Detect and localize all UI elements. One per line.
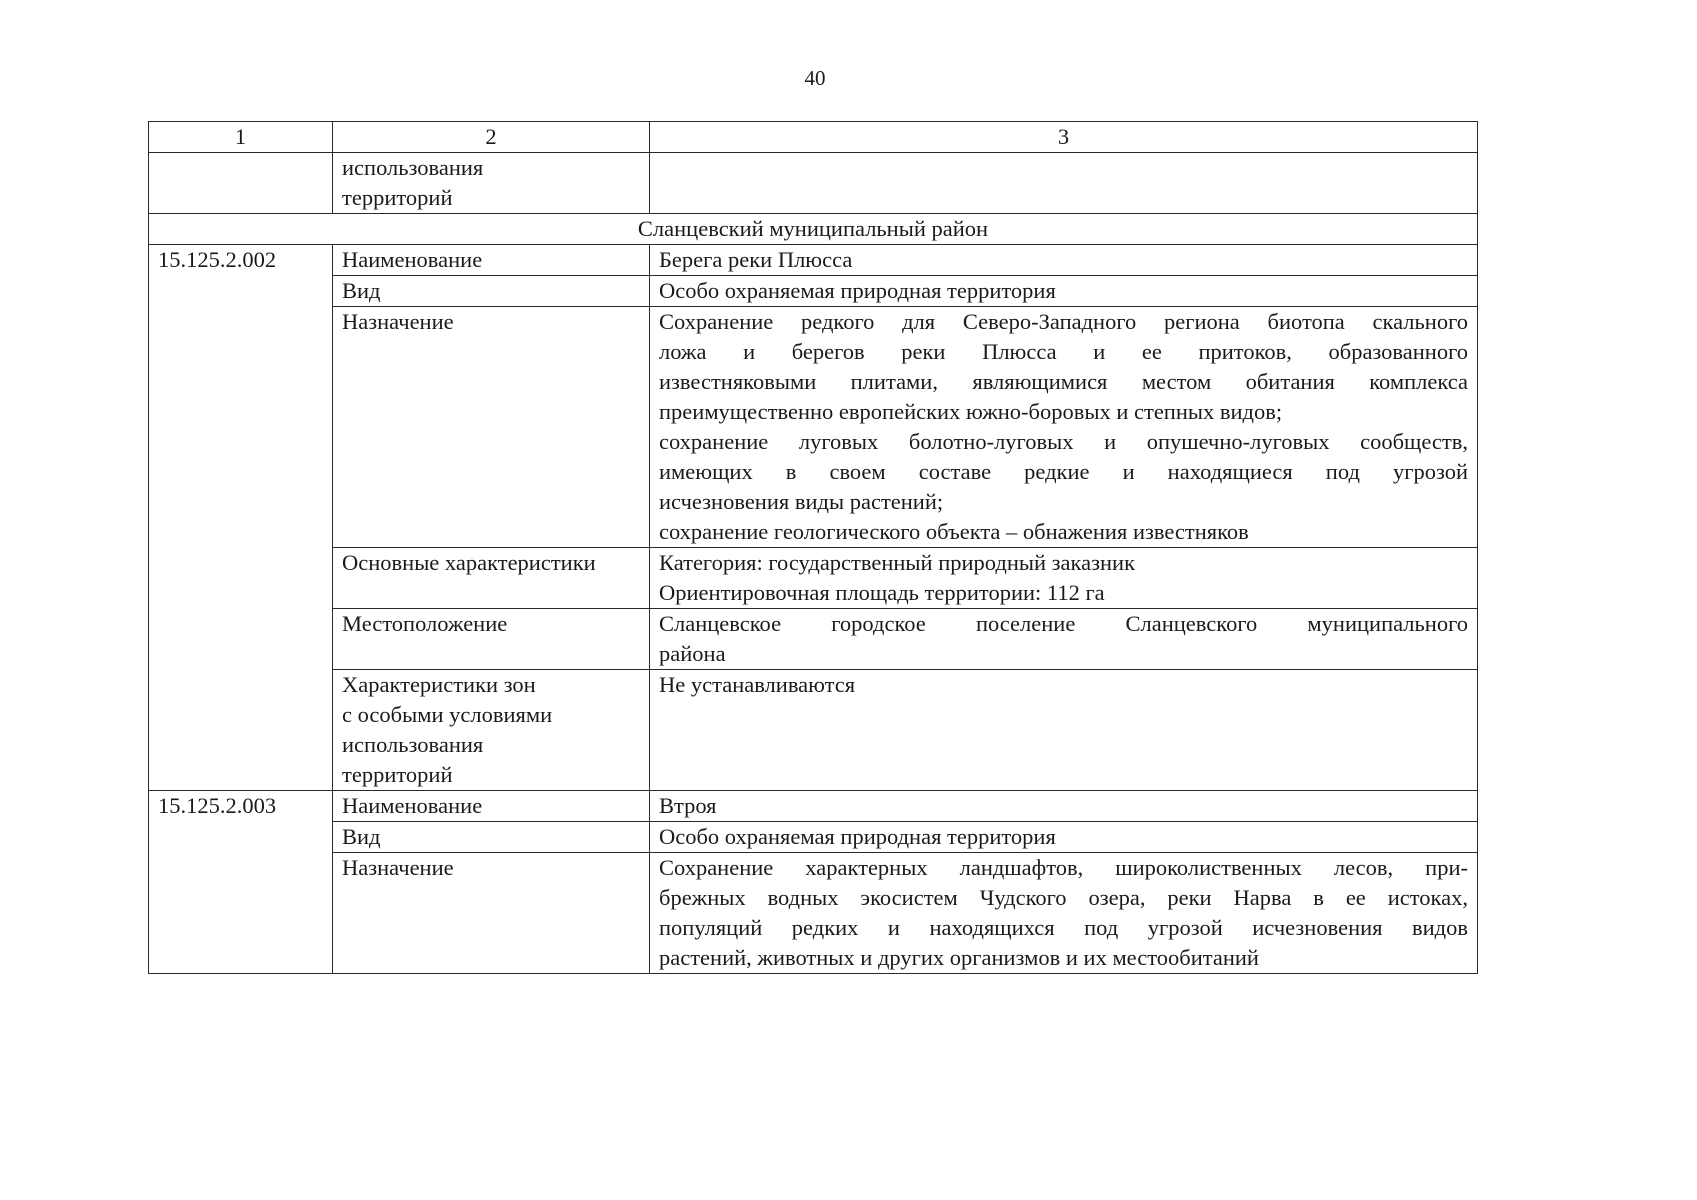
row-label [333,670,650,791]
table-row [149,276,1478,307]
column-header-1: 1 [149,122,333,153]
table-header-row [149,122,1478,153]
row-value: Особо охраняемая природная территория [650,276,1478,307]
column-header-3: 3 [650,122,1478,153]
continuation-label-line: территорий [342,185,453,210]
section-title: Сланцевский муниципальный район [149,214,1478,245]
value-line: Категория: государственный природный заказник [659,550,1136,575]
value-line: имеющих в своем составе редкие и находящиеся под угрозой [659,459,1468,484]
row-value: Втроя [650,791,1478,822]
value-line: преимущественно европейских южно-боровых и степных видов; [659,399,1283,424]
object-code: 15.125.2.003 [149,791,333,974]
row-value: Не устанавливаются [650,670,1478,791]
label-line: использования [342,732,484,757]
value-line: Сохранение редкого для Северо-Западного региона биотопа скального [659,309,1468,334]
table-row [149,548,1478,609]
object-code: 15.125.2.002 [149,245,333,791]
row-value [650,609,1478,670]
continuation-code-cell [149,153,333,214]
value-line: Сохранение характерных ландшафтов, широколиственных лесов, при- [659,855,1468,880]
value-line: популяций редких и находящихся под угрозой исчезновения видов [659,915,1468,940]
value-line: исчезновения виды растений; [659,489,944,514]
value-line: брежных водных экосистем Чудского озера, реки Нарва в ее истоках, [659,885,1468,910]
value-line: ложа и берегов реки Плюсса и ее притоков, образованного [659,339,1468,364]
continuation-row [149,153,1478,214]
row-value [650,307,1478,548]
row-label: Наименование [333,791,650,822]
value-line: растений, животных и других организмов и их местообитаний [659,945,1259,970]
row-value: Берега реки Плюсса [650,245,1478,276]
row-label: Основные характеристики [333,548,650,609]
row-value: Особо охраняемая природная территория [650,822,1478,853]
row-label: Вид [333,276,650,307]
table-row [149,822,1478,853]
page-number: 40 [804,66,826,90]
row-label: Вид [333,822,650,853]
table-row [149,853,1478,974]
row-label: Местоположение [333,609,650,670]
document-table [148,121,1478,974]
label-line: с особыми условиями [342,702,553,727]
row-label: Назначение [333,307,650,548]
table-row [149,670,1478,791]
continuation-label-cell [333,153,650,214]
table-row [149,245,1478,276]
table-row [149,307,1478,548]
continuation-label-line: использования [342,155,484,180]
value-line: Ориентировочная площадь территории: 112 га [659,580,1105,605]
continuation-value-cell [650,153,1478,214]
row-value [650,853,1478,974]
column-header-2: 2 [333,122,650,153]
value-line: района [659,641,726,666]
table-row [149,791,1478,822]
row-label: Наименование [333,245,650,276]
value-line: сохранение геологического объекта – обнажения известняков [659,519,1249,544]
value-line: Сланцевское городское поселение Сланцевского муниципального [659,611,1468,636]
table-row [149,609,1478,670]
label-line: территорий [342,762,453,787]
row-value [650,548,1478,609]
row-label: Назначение [333,853,650,974]
label-line: Характеристики зон [342,672,536,697]
value-line: сохранение луговых болотно-луговых и опушечно-луговых сообществ, [659,429,1468,454]
section-row [149,214,1478,245]
value-line: известняковыми плитами, являющимися местом обитания комплекса [659,369,1468,394]
